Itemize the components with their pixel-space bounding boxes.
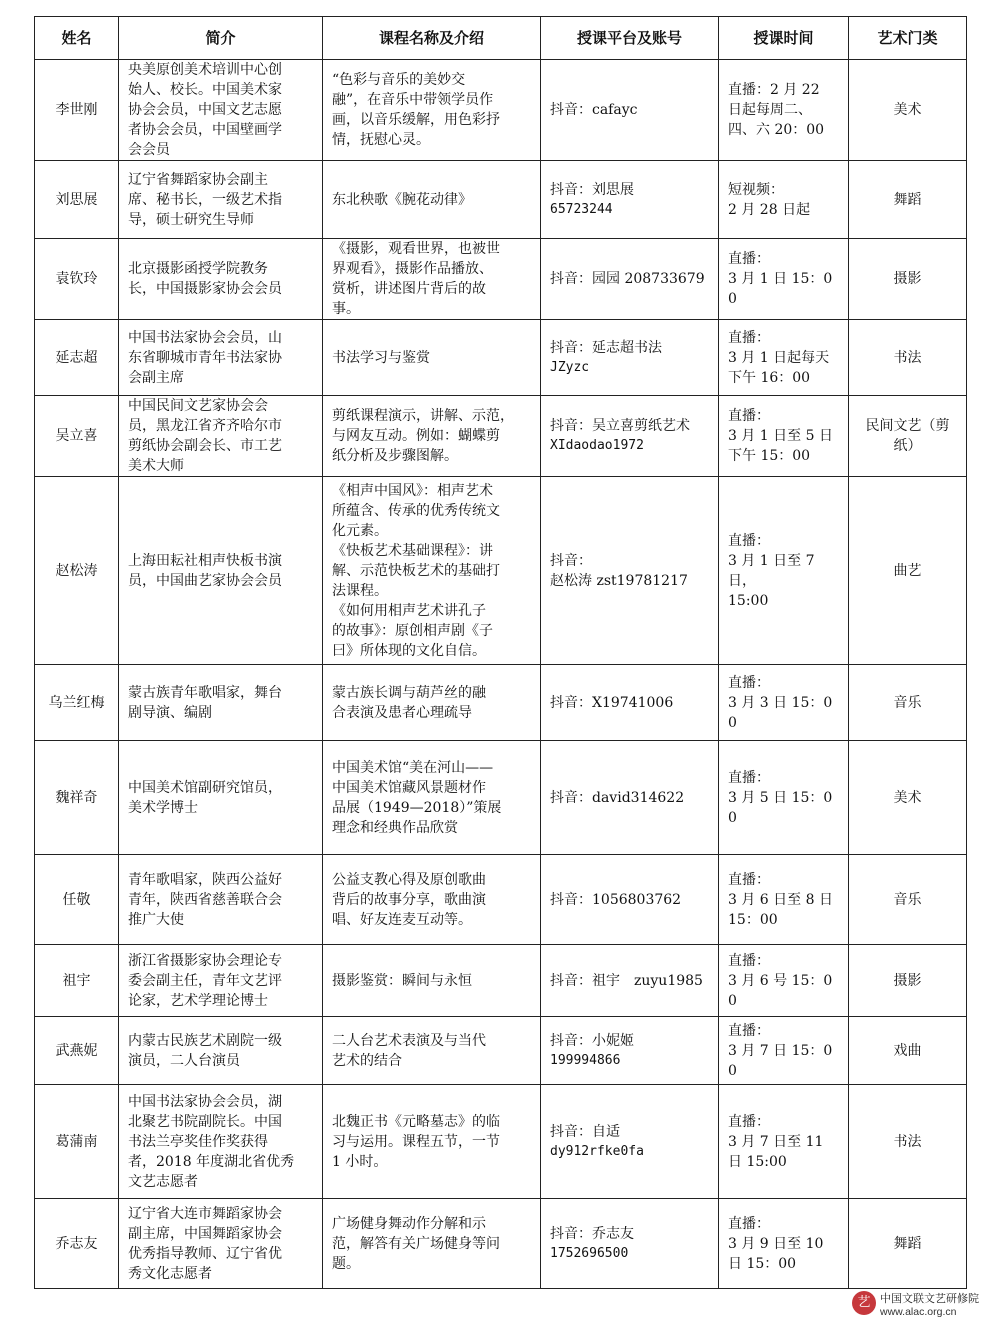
cell-category-line: 摄影 [893,972,922,989]
table-row [35,1199,967,1289]
cell-bio-line: 者协会会员，中国壁画学 [128,122,282,138]
cell-name: 赵松涛 [35,477,119,665]
cell-category-line: 书法 [893,349,922,366]
cell-bio-line: 北京摄影函授学院教务 [128,261,268,277]
cell-course-line: 《摄影，观看世界，也被世 [332,241,500,257]
cell-time-line: 2 月 28 日起 [728,201,811,218]
cell-bio-line: 协会会员，中国文艺志愿 [128,102,282,118]
cell-platform-line: JZyzc [550,359,590,375]
cell-course [323,320,541,396]
cell-time-line: 3 月 7 日至 11 [728,1133,824,1150]
cell-bio-line: 员，中国曲艺家协会会员 [128,572,282,589]
cell-time [719,239,849,320]
cell-time-line: 直播：2 月 22 [728,82,820,98]
cell-course-line: 融”，在音乐中带领学员作 [332,92,494,108]
cell-time [719,855,849,945]
cell-course-line: 1 小时。 [332,1153,388,1170]
cell-bio-line: 中国书法家协会会员，湖 [128,1093,282,1110]
cell-name: 吴立喜 [35,396,119,477]
cell-course-line: 《快板艺术基础课程》：讲 [332,542,493,559]
cell-bio [119,1199,323,1289]
cell-time-line: 3 月 1 日 15：00 [728,271,833,307]
cell-time [719,1017,849,1085]
table-row [35,665,967,741]
cell-course-line: 赏析，讲述图片背后的故 [332,281,486,297]
cell-time-line: 直播： [728,408,770,424]
cell-bio-line: 文艺志愿者 [128,1173,198,1190]
cell-course-line: 题。 [332,1255,360,1272]
cell-course-line: 《相声中国风》：相声艺术 [332,482,493,499]
cell-time-line: 直播： [728,1215,770,1232]
cell-time-line: 四、六 20：00 [728,122,825,138]
cell-category [849,320,967,396]
cell-bio-line: 辽宁省舞蹈家协会副主 [128,171,268,188]
cell-time-line: 直播： [728,952,770,969]
cell-bio [119,665,323,741]
cell-course-line: 东北秧歌《腕花动律》 [332,191,472,208]
cell-platform-line: 抖音：自适 [550,1123,620,1140]
cell-time-line: 直播： [728,1022,770,1039]
cell-course-line: 公益支教心得及原创歌曲 [332,871,486,888]
cell-course-line: 书法学习与鉴赏 [332,349,430,366]
cell-platform [541,60,719,161]
cell-bio-line: 演员，二人台演员 [128,1052,240,1069]
cell-platform-line: 抖音：吴立喜剪纸艺术 [550,418,690,434]
cell-bio-line: 浙江省摄影家协会理论专 [128,952,282,969]
cell-bio-line: 席、秘书长，一级艺术指 [128,191,282,208]
cell-bio-line: 中国美术馆副研究馆员， [128,779,282,796]
cell-time-line: 3 月 7 日 15：00 [728,1042,833,1079]
cell-name: 袁钦玲 [35,239,119,320]
cell-time-line: 15：00 [728,911,778,928]
cell-bio-line: 中国民间文艺家协会会 [128,398,268,414]
cell-category [849,855,967,945]
cell-bio-line: 导，硕士研究生导师 [128,211,254,228]
header-time: 授课时间 [719,17,849,60]
table-row [35,1085,967,1199]
cell-category-line: 戏曲 [893,1042,922,1059]
cell-bio-line: 东省聊城市青年书法家协 [128,349,282,366]
table-header-row [35,17,967,60]
cell-course [323,239,541,320]
cell-course-line: 事。 [332,301,360,317]
cell-bio-line: 书法兰亭奖佳作奖获得 [128,1133,268,1150]
cell-course-line: 背后的故事分享，歌曲演 [332,891,486,908]
cell-category [849,161,967,239]
cell-name: 武燕妮 [35,1017,119,1085]
cell-platform [541,741,719,855]
cell-course-line: 所蕴含、传承的优秀传统文 [332,502,500,519]
table-row [35,855,967,945]
cell-bio-line: 委会副主任，青年文艺评 [128,972,282,989]
cell-bio [119,945,323,1017]
cell-platform-line: 抖音：园园 208733679 [550,271,705,287]
cell-time [719,665,849,741]
cell-course-line: 范，解答有关广场健身等问 [332,1235,500,1252]
header-course: 课程名称及介绍 [323,17,541,60]
cell-time-line: 直播： [728,1113,770,1130]
cell-category-line: 曲艺 [893,562,922,579]
cell-bio-line: 剧导演、编剧 [128,704,212,721]
cell-bio-line: 始人、校长。中国美术家 [128,82,282,98]
cell-platform [541,396,719,477]
cell-bio-line: 推广大使 [128,911,184,928]
cell-course-line: 艺术的结合 [332,1052,402,1069]
cell-category [849,477,967,665]
cell-category [849,945,967,1017]
cell-platform-line: XIdaodao1972 [550,438,644,453]
cell-platform [541,477,719,665]
cell-category-line: 舞蹈 [893,191,922,208]
cell-course-line: 法课程。 [332,582,388,599]
table-row [35,945,967,1017]
header-name: 姓名 [35,17,119,60]
cell-course [323,665,541,741]
cell-course [323,945,541,1017]
cell-platform-line: 抖音：david314622 [550,789,685,806]
cell-bio [119,239,323,320]
header-bio: 简介 [119,17,323,60]
cell-bio-line: 秀文化志愿者 [128,1265,212,1282]
cell-platform [541,855,719,945]
cell-category-line: 音乐 [893,891,922,908]
cell-time [719,320,849,396]
cell-name: 李世刚 [35,60,119,161]
cell-bio [119,161,323,239]
cell-name: 延志超 [35,320,119,396]
cell-course-line: 曰》所体现的文化自信。 [332,642,486,659]
cell-name: 乌兰红梅 [35,665,119,741]
cell-category [849,1017,967,1085]
cell-time-line: 3 月 1 日至 5 日 [728,428,833,444]
cell-time [719,396,849,477]
cell-platform [541,320,719,396]
cell-platform [541,161,719,239]
table-row [35,60,967,161]
org-url: www.alac.org.cn [880,1306,957,1318]
cell-category-line: 民间文艺（剪 [865,418,950,434]
cell-bio-line: 会会员 [128,142,170,158]
cell-time-line: 3 月 9 日至 10 [728,1235,824,1252]
cell-bio-line: 副主席，中国舞蹈家协会 [128,1225,282,1242]
cell-name: 刘思展 [35,161,119,239]
cell-name: 祖宇 [35,945,119,1017]
cell-course-line: 蒙古族长调与葫芦丝的融 [332,684,486,701]
table-body [35,60,967,1289]
cell-course [323,60,541,161]
cell-bio-line: 青年歌唱家，陕西公益好 [128,871,282,888]
cell-category-line: 书法 [893,1133,922,1150]
cell-time-line: 直播： [728,674,770,691]
cell-course-line: 二人台艺术表演及与当代 [332,1032,486,1049]
cell-category [849,239,967,320]
org-name: 中国文联文艺研修院 [880,1292,979,1305]
cell-course-line: 摄影鉴赏：瞬间与永恒 [332,972,472,989]
cell-platform-line: 抖音：1056803762 [550,891,682,908]
cell-bio [119,477,323,665]
cell-time [719,161,849,239]
cell-course [323,855,541,945]
cell-bio-line: 中国书法家协会会员，山 [128,329,282,346]
cell-bio-line: 辽宁省大连市舞蹈家协会 [128,1205,282,1222]
cell-course-line: 理念和经典作品欣赏 [332,819,458,836]
cell-platform [541,665,719,741]
cell-category-line: 美术 [893,102,922,118]
cell-bio-line: 青年，陕西省慈善联合会 [128,891,282,908]
cell-platform-line: 抖音：刘思展 [550,181,634,198]
cell-bio [119,1085,323,1199]
cell-name: 魏祥奇 [35,741,119,855]
cell-platform-line: dy912rfke0fa [550,1143,644,1159]
table-row [35,396,967,477]
table-row [35,320,967,396]
cell-bio-line: 上海田耘社相声快板书演 [128,552,282,569]
cell-name: 任敬 [35,855,119,945]
cell-platform-line: 抖音：小妮姬 [550,1032,634,1049]
cell-time [719,477,849,665]
cell-category [849,741,967,855]
cell-platform-line: 抖音： [550,552,592,569]
cell-category-line: 美术 [893,789,922,806]
cell-course-line: 的故事》：原创相声剧《子 [332,622,493,639]
cell-bio-line: 北聚艺书院副院长。中国 [128,1113,282,1130]
cell-course-line: 画，以音乐缓解，用色彩抒 [332,112,500,128]
cell-course-line: 品展（1949—2018）”策展 [332,799,502,816]
cell-category [849,396,967,477]
cell-course [323,1199,541,1289]
cell-course [323,161,541,239]
cell-time-line: 3 月 1 日起每天 [728,349,830,366]
cell-platform [541,945,719,1017]
cell-course [323,477,541,665]
cell-course-line: 《如何用相声艺术讲孔子 [332,602,486,619]
header-platform: 授课平台及账号 [541,17,719,60]
cell-platform-line: 抖音：延志超书法 [550,339,662,356]
cell-platform-line: 赵松涛 zst19781217 [550,572,688,589]
cell-platform [541,1199,719,1289]
cell-time-line: 3 月 6 号 15：00 [728,972,833,1009]
cell-time-line: 下午 15：00 [728,448,811,464]
cell-course [323,1085,541,1199]
cell-course-line: 合表演及患者心理疏导 [332,704,472,721]
cell-bio [119,60,323,161]
cell-time [719,1085,849,1199]
cell-category-line: 舞蹈 [893,1235,922,1252]
cell-bio-line: 优秀指导教师、辽宁省优 [128,1245,282,1262]
table-row [35,1017,967,1085]
cell-time-line: 直播： [728,329,770,346]
cell-course-line: 情，抚慰心灵。 [332,132,430,148]
cell-platform [541,1017,719,1085]
cell-time-line: 3 月 5 日 15：00 [728,789,833,826]
cell-platform-line: 抖音：X19741006 [550,694,674,711]
cell-course-line: 唱、好友连麦互动等。 [332,911,472,928]
cell-bio-line: 美术学博士 [128,799,198,816]
cell-time-line: 15:00 [728,592,769,609]
cell-category-line: 音乐 [893,694,922,711]
table-row [35,161,967,239]
cell-bio [119,320,323,396]
cell-bio-line: 央美原创美术培训中心创 [128,62,282,78]
cell-platform-line: 抖音：cafayc [550,102,638,118]
cell-course-line: 剪纸课程演示，讲解、示范， [332,408,514,424]
cell-category [849,1085,967,1199]
cell-time-line: 短视频： [728,181,784,198]
cell-course-line: 北魏正书《元略墓志》的临 [332,1113,500,1130]
cell-course-line: 广场健身舞动作分解和示 [332,1215,486,1232]
cell-platform [541,1085,719,1199]
cell-bio-line: 者，2018 年度湖北省优秀 [128,1153,295,1170]
cell-name: 乔志友 [35,1199,119,1289]
cell-time-line: 直播： [728,251,770,267]
cell-time [719,741,849,855]
cell-course-line: “色彩与音乐的美妙交 [332,72,466,88]
cell-course-line: 与网友互动。例如：蝴蝶剪 [332,428,500,444]
cell-time-line: 3 月 1 日至 7 日， [728,552,815,589]
cell-time-line: 直播： [728,871,770,888]
cell-bio-line: 蒙古族青年歌唱家，舞台 [128,684,282,701]
cell-bio-line: 员，黑龙江省齐齐哈尔市 [128,418,282,434]
cell-category [849,60,967,161]
cell-bio-line: 会副主席 [128,369,184,386]
cell-time-line: 下午 16：00 [728,369,811,386]
cell-time [719,1199,849,1289]
cell-course-line: 化元素。 [332,522,388,539]
cell-platform-line: 199994866 [550,1052,621,1068]
table-row [35,239,967,320]
cell-bio [119,396,323,477]
cell-time [719,945,849,1017]
cell-time-line: 日起每周二、 [728,102,812,118]
cell-time-line: 3 月 6 日至 8 日 [728,891,833,908]
cell-platform-line: 抖音：祖宇 zuyu1985 [550,972,703,989]
cell-course-line: 界观看》，摄影作品播放、 [332,261,493,277]
cell-platform-line: 1752696500 [550,1245,629,1261]
cell-bio [119,741,323,855]
cell-course-line: 习与运用。课程五节，一节 [332,1133,500,1150]
cell-platform-line: 抖音：乔志友 [550,1225,634,1242]
cell-bio-line: 美术大师 [128,458,184,474]
course-schedule-table [34,16,967,1289]
cell-time-line: 日 15：00 [728,1255,797,1272]
cell-course [323,741,541,855]
cell-bio [119,855,323,945]
cell-bio [119,1017,323,1085]
cell-time-line: 直播： [728,769,770,786]
cell-category [849,665,967,741]
seal-glyph: 艺 [857,1295,871,1310]
cell-time [719,60,849,161]
cell-course-line: 中国美术馆藏风景题材作 [332,779,486,796]
cell-bio-line: 内蒙古民族艺术剧院一级 [128,1032,282,1049]
cell-course [323,396,541,477]
cell-time-line: 日 15:00 [728,1153,787,1170]
cell-platform [541,239,719,320]
cell-course [323,1017,541,1085]
cell-category-line: 摄影 [893,271,922,287]
cell-time-line: 3 月 3 日 15：00 [728,694,833,731]
cell-bio-line: 长，中国摄影家协会会员 [128,281,282,297]
cell-bio-line: 论家，艺术学理论博士 [128,992,268,1009]
cell-platform-line: 65723244 [550,201,613,217]
table-row [35,741,967,855]
cell-name: 葛蒲南 [35,1085,119,1199]
cell-course-line: 纸分析及步骤图解。 [332,448,458,464]
header-category: 艺术门类 [849,17,967,60]
seal-logo [852,1291,876,1315]
cell-course-line: 中国美术馆“美在河山—— [332,759,494,776]
cell-category [849,1199,967,1289]
cell-bio-line: 剪纸协会副会长、市工艺 [128,438,282,454]
cell-course-line: 解、示范快板艺术的基础打 [332,562,500,579]
table-row [35,477,967,665]
cell-category-line: 纸） [893,438,922,454]
cell-time-line: 直播： [728,532,770,549]
